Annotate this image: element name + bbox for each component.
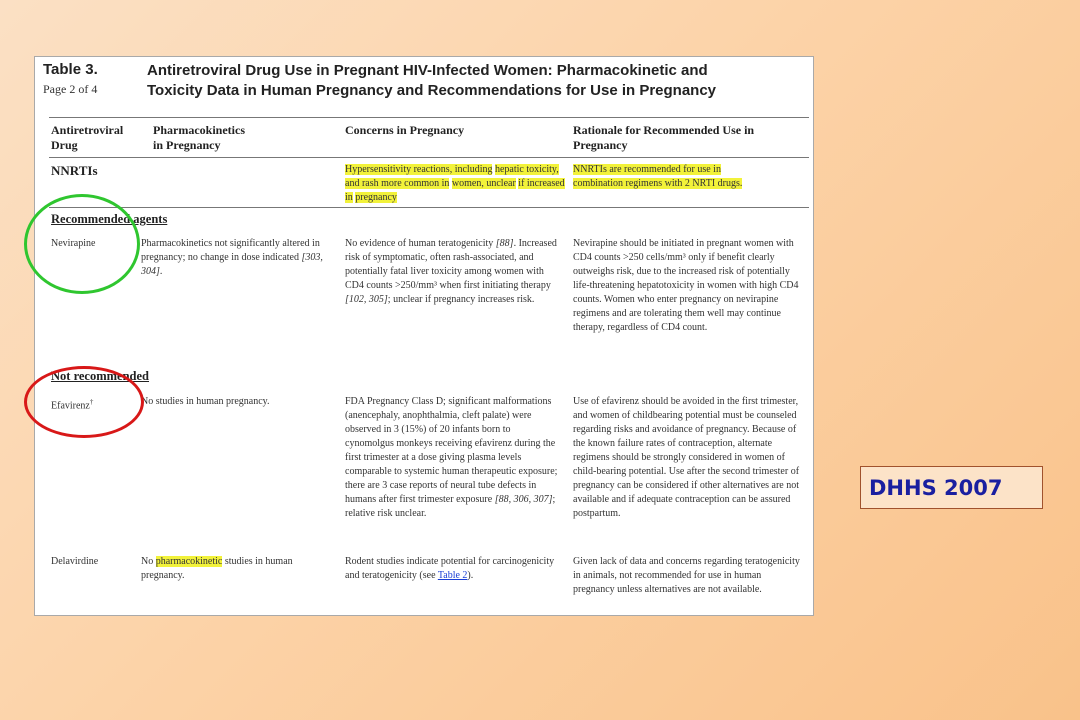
column-rule: [49, 157, 809, 158]
nevirapine-concern-rest2: ; unclear if pregnancy increases risk.: [387, 294, 535, 305]
efavirenz-rationale: Use of efavirenz should be avoided in the first trimester, and women of childbearing potential must be counseled regarding risks and avoidance of pregnancy. Because of the known failure rates of contraception, alternate regimens should be strongly considered in women of child-bearing potential. Use after the second trimester of pregnancy can be considered if other alternatives are not available and if adequate contraception can be assured postpartum.: [573, 396, 800, 519]
table-title-line1: Antiretroviral Drug Use in Pregnant HIV-Infected Women: Pharmacokinetic and: [147, 62, 708, 79]
column-header-drug-line1: Antiretroviral: [51, 123, 124, 137]
column-header-rationale: [573, 123, 809, 153]
nevirapine-concern: [345, 237, 559, 307]
delavirdine-concern-end: ).: [467, 570, 474, 581]
class-concern-part: women, unclear: [451, 178, 516, 189]
class-concern-part: pregnancy: [355, 192, 397, 203]
efavirenz-concern: [345, 395, 559, 521]
class-name: NNRTIs: [51, 163, 98, 178]
delavirdine-rationale: Given lack of data and concerns regarding teratogenicity in animals, not recommended for use in human pregnancy unless alternatives are not available.: [573, 556, 800, 595]
table-label: Table 3.: [43, 61, 98, 78]
nevirapine-pk-text: Pharmacokinetics not significantly altered in pregnancy; no change in dose indicated: [141, 238, 320, 263]
source-label-box: [860, 466, 1043, 509]
document-image: [34, 56, 814, 616]
column-header-pk: [153, 123, 333, 153]
column-header-concerns: [345, 123, 565, 138]
column-header-concerns-line1: Concerns in Pregnancy: [345, 123, 465, 137]
class-rationale-line2: combination regimens with 2 NRTI drugs.: [573, 178, 743, 189]
class-concern-part: hepatic toxicity,: [494, 164, 559, 175]
drug-nevirapine: Nevirapine: [51, 238, 96, 249]
recommended-agents-heading: Recommended agents: [51, 212, 168, 226]
class-rationale: [573, 163, 809, 191]
nevirapine-rationale: Nevirapine should be initiated in pregnant women with CD4 counts >250 cells/mm³ only if benefit clearly outweighs risk, due to the increased risk of potentially life-threatening hepatotoxicity in women with high CD4 counts. Women who enter pregnancy on nevirapine regimens and are tolerating them well may continue therapy, regardless of CD4 count.: [573, 238, 799, 333]
section-rule: [49, 207, 809, 208]
delavirdine-concern: [345, 555, 559, 583]
column-header-rationale-line2: Pregnancy: [573, 138, 628, 152]
drug-efavirenz: [51, 395, 141, 413]
column-header-pk-line2: in Pregnancy: [153, 138, 221, 152]
page-label: Page 2 of 4: [43, 82, 98, 96]
column-header-rationale-line1: Rationale for Recommended Use in: [573, 123, 755, 137]
delavirdine-concern-main: Rodent studies indicate potential for carcinogenicity and teratogenicity (see: [345, 556, 555, 581]
column-header-drug-line2: Drug: [51, 138, 78, 152]
class-concern-part: and rash more common in: [345, 178, 450, 189]
delavirdine-pk-c: studies in human pregnancy.: [141, 556, 293, 581]
class-concern-part: Hypersensitivity reactions, including: [345, 164, 493, 175]
delavirdine-pk-highlight: pharmacokinetic: [155, 556, 223, 567]
column-header-pk-line1: Pharmacokinetics: [153, 123, 245, 137]
nevirapine-concern-ref2: [102, 305]: [345, 294, 388, 305]
delavirdine-pk-a: No: [141, 556, 154, 567]
class-rationale-line1: NNRTIs are recommended for use in: [573, 164, 721, 175]
nevirapine-concern-main: No evidence of human teratogenicity: [345, 238, 494, 249]
nevirapine-concern-rest1: . Increased risk of symptomatic, often rash-associated, and potentially fatal liver toxicity among women with CD4 counts >250/mm³ when first initiating therapy: [345, 238, 557, 291]
table-title-line2: Toxicity Data in Human Pregnancy and Recommendations for Use in Pregnancy: [147, 82, 717, 99]
efavirenz-dagger: †: [89, 398, 94, 406]
class-concern-part: if increased in: [345, 178, 565, 203]
efavirenz-concern-ref: [88, 306, 307]: [494, 494, 553, 505]
table-title: [147, 61, 807, 101]
nevirapine-concern-ref1: [88]: [495, 238, 514, 249]
delavirdine-pk: [141, 555, 331, 583]
efavirenz-concern-main: FDA Pregnancy Class D; significant malformations (anencephaly, anophthalmia, cleft palate) were observed in 3 (15%) of 20 infants born to cynomolgus monkeys receiving efavirenz during the first trimester at a dose giving plasma levels comparable to systemic human therapeutic exposure; there are 3 case reports of neural tube defects in humans after first trimester exposure: [345, 396, 558, 505]
table-2-link[interactable]: Table 2: [437, 570, 468, 581]
column-header-drug: [51, 123, 151, 153]
source-label: DHHS 2007: [869, 475, 1003, 500]
drug-delavirdine: Delavirdine: [51, 556, 99, 567]
header-rule: [49, 117, 809, 118]
efavirenz-concern-rest: ; relative risk unclear.: [345, 494, 556, 519]
class-concern: [345, 163, 567, 205]
nevirapine-pk-ref: [303, 304]: [141, 252, 323, 277]
not-recommended-heading: Not recommended: [51, 369, 150, 383]
efavirenz-pk: No studies in human pregnancy.: [141, 396, 270, 407]
nevirapine-pk: Pharmacokinetics not significantly altered in pregnancy; no change in dose indicated [303, 304].: [141, 238, 323, 277]
efavirenz-name: Efavirenz: [51, 400, 90, 412]
